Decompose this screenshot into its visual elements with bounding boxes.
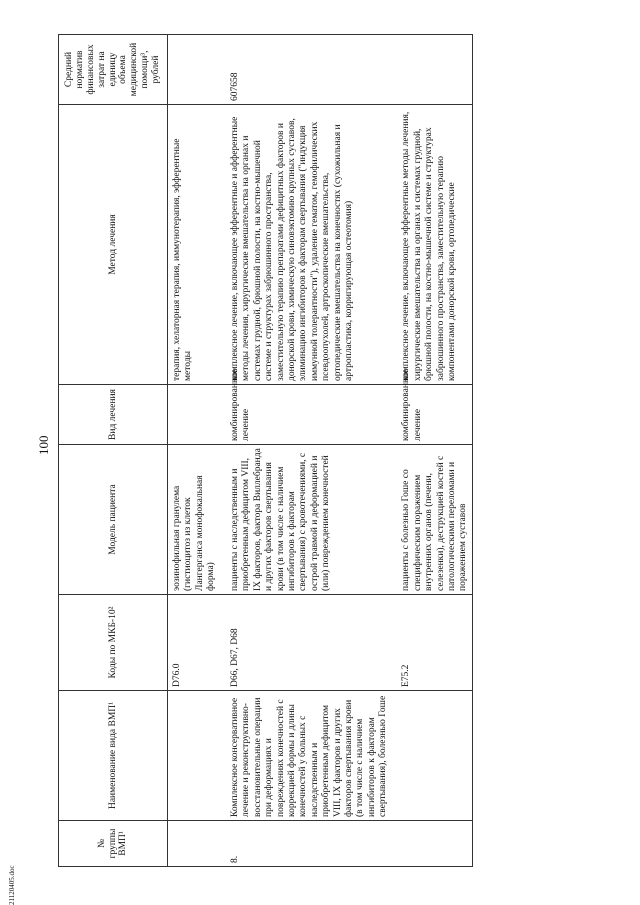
rotated-table-container bbox=[58, 35, 579, 867]
cell-kind: комбинированное лечение bbox=[222, 385, 391, 445]
cell-model: пациенты с наследственным и приобретенным дефицитом VIII, IX факторов, фактора Виллебранда и других факторов свертывания крови (в том числе с наличием ингибиторов к факторам свертывания) с кровотечениями, с острой травмой и деформацией и (или) повреждением конечностей bbox=[222, 445, 391, 595]
header-group: № группы ВМП¹ bbox=[59, 821, 168, 867]
header-cost: Средний норматив финансовых затрат на единицу объема медицинской помощи³, рублей bbox=[59, 35, 168, 105]
cell-codes: D66, D67, D68 bbox=[222, 595, 391, 691]
table-row bbox=[222, 35, 391, 867]
cell-name bbox=[391, 691, 472, 821]
footer-filename: 21120405.doc bbox=[8, 865, 16, 905]
vmp-table bbox=[58, 34, 473, 867]
table-row bbox=[168, 35, 223, 867]
cell-name bbox=[168, 691, 223, 821]
cell-codes: D76.0 bbox=[168, 595, 223, 691]
header-model: Модель пациента bbox=[59, 445, 168, 595]
page-number: 100 bbox=[36, 435, 51, 455]
cell-method: комплексное лечение, включающее эфферентные и афферентные методы лечения, хирургические вмешательства на органах и системах грудной, брюшной полости, на костно-мышечной системе и структурах забрюшинного пространства, заместительную терапию препаратами дефицитных факторов и донорской крови, химическую синовэктомию крупных суставов, элиминацию ингибиторов к факторам свертывания ("индукция иммунной толерантности"), удаление гематом, гемофилических псевдоопухолей, артроскопические вмешательства, ортопедические вмешательства на конечностях (сухожильная и артропластика, корригирующая остеотомия) bbox=[222, 105, 391, 385]
cell-kind bbox=[168, 385, 223, 445]
cell-group bbox=[168, 821, 223, 867]
header-codes: Коды по МКБ-10² bbox=[59, 595, 168, 691]
table-row bbox=[391, 35, 472, 867]
cell-group: 8. bbox=[222, 821, 391, 867]
cell-method: терапия, хелаторная терапия, иммунотерапия, эфферентные методы bbox=[168, 105, 223, 385]
cell-cost bbox=[391, 35, 472, 105]
cell-kind: комбинированное лечение bbox=[391, 385, 472, 445]
header-kind: Вид лечения bbox=[59, 385, 168, 445]
header-name: Наименование вида ВМП¹ bbox=[59, 691, 168, 821]
cell-method: комплексное лечение, включающее эфферентные методы лечения, хирургические вмешательства на органах и системах грудной, брюшной полости, на костно-мышечной системе и структурах забрюшинного пространства, заместительную терапию компонентами донорской крови, ортопедические bbox=[391, 105, 472, 385]
cell-group bbox=[391, 821, 472, 867]
table-header-row bbox=[59, 35, 168, 867]
header-method: Метод лечения bbox=[59, 105, 168, 385]
cell-cost bbox=[168, 35, 223, 105]
cell-model: пациенты с болезнью Гоше со специфическим поражением внутренних органов (печени, селезенки), деструкцией костей с патологическими переломами и поражением суставов bbox=[391, 445, 472, 595]
cell-cost: 607658 bbox=[222, 35, 391, 105]
cell-name: Комплексное консервативное лечение и реконструктивно-восстановительные операции при деформациях и повреждениях конечностей с коррекцией формы и длины конечностей у больных с наследственным и приобретенным дефицитом VIII, IX факторов и других факторов свертывания крови (в том числе с наличием ингибиторов к факторам свертывания), болезнью Гоше bbox=[222, 691, 391, 821]
cell-model: эозинофильная гранулема (гистиоцитоз из клеток Лангерганса монофокальная форма) bbox=[168, 445, 223, 595]
cell-codes: E75.2 bbox=[391, 595, 472, 691]
